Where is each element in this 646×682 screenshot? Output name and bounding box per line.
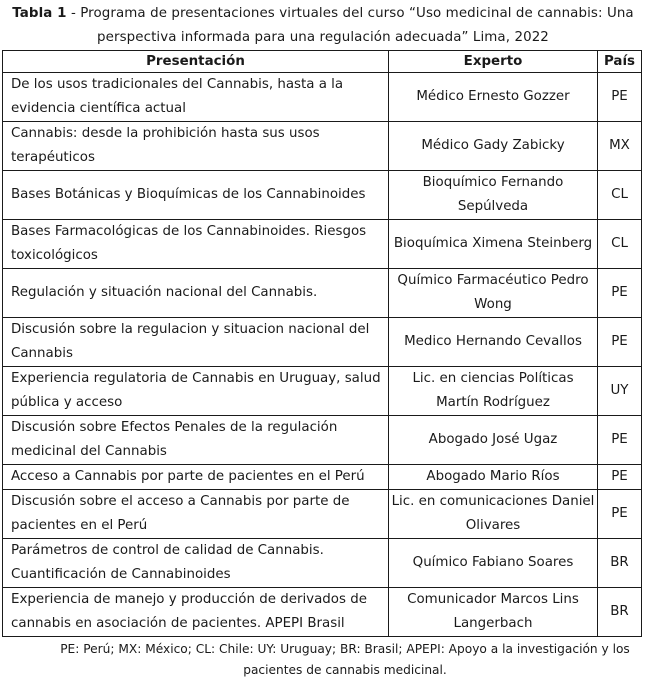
cell-pais: PE bbox=[598, 269, 642, 318]
table-row bbox=[3, 122, 642, 171]
cell-experto: Comunicador Marcos Lins Langerbach bbox=[389, 588, 598, 637]
cell-presentacion: Discusión sobre Efectos Penales de la regulación medicinal del Cannabis bbox=[3, 416, 389, 465]
table-row bbox=[3, 490, 642, 539]
table-footnote: PE: Perú; MX: México; CL: Chile: UY: Uruguay; BR: Brasil; APEPI: Apoyo a la investigación y los pacientes de cannabis medicinal. bbox=[60, 642, 630, 677]
cell-pais: PE bbox=[598, 490, 642, 539]
cell-presentacion: Experiencia regulatoria de Cannabis en Uruguay, salud pública y acceso bbox=[3, 367, 389, 416]
cell-presentacion: Bases Farmacológicas de los Cannabinoides. Riesgos toxicológicos bbox=[3, 220, 389, 269]
cell-pais: PE bbox=[598, 465, 642, 490]
table-caption bbox=[4, 2, 642, 50]
table-caption-label: Tabla 1 bbox=[12, 6, 67, 21]
table-row bbox=[3, 588, 642, 637]
table-caption-text: - Programa de presentaciones virtuales del curso “Uso medicinal de cannabis: Una perspectiva informada para una regulación adecuada” Lima, 2022 bbox=[66, 6, 634, 45]
cell-experto: Medico Hernando Cevallos bbox=[389, 318, 598, 367]
table-row bbox=[3, 416, 642, 465]
cell-pais: CL bbox=[598, 220, 642, 269]
table-row bbox=[3, 73, 642, 122]
table-row bbox=[3, 171, 642, 220]
cell-experto: Abogado José Ugaz bbox=[389, 416, 598, 465]
cell-presentacion: Bases Botánicas y Bioquímicas de los Cannabinoides bbox=[3, 171, 389, 220]
table-row bbox=[3, 539, 642, 588]
cell-presentacion: Experiencia de manejo y producción de derivados de cannabis en asociación de pacientes. APEPI Brasil bbox=[3, 588, 389, 637]
cell-experto: Médico Ernesto Gozzer bbox=[389, 73, 598, 122]
cell-experto: Bioquímica Ximena Steinberg bbox=[389, 220, 598, 269]
cell-presentacion: Regulación y situación nacional del Cannabis. bbox=[3, 269, 389, 318]
cell-presentacion: Parámetros de control de calidad de Cannabis. Cuantificación de Cannabinoides bbox=[3, 539, 389, 588]
cell-pais: CL bbox=[598, 171, 642, 220]
table-row bbox=[3, 318, 642, 367]
cell-presentacion: Cannabis: desde la prohibición hasta sus usos terapéuticos bbox=[3, 122, 389, 171]
cell-pais: BR bbox=[598, 588, 642, 637]
cell-pais: UY bbox=[598, 367, 642, 416]
cell-pais: BR bbox=[598, 539, 642, 588]
program-table bbox=[2, 50, 642, 637]
cell-experto: Lic. en comunicaciones Daniel Olivares bbox=[389, 490, 598, 539]
cell-experto: Químico Farmacéutico Pedro Wong bbox=[389, 269, 598, 318]
table-row bbox=[3, 220, 642, 269]
header-presentacion: Presentación bbox=[3, 51, 389, 73]
cell-experto: Lic. en ciencias Políticas Martín Rodríguez bbox=[389, 367, 598, 416]
table-header-row bbox=[3, 51, 642, 73]
table-row bbox=[3, 367, 642, 416]
cell-experto: Bioquímico Fernando Sepúlveda bbox=[389, 171, 598, 220]
cell-experto: Químico Fabiano Soares bbox=[389, 539, 598, 588]
header-experto: Experto bbox=[389, 51, 598, 73]
cell-pais: PE bbox=[598, 318, 642, 367]
cell-pais: PE bbox=[598, 416, 642, 465]
cell-experto: Abogado Mario Ríos bbox=[389, 465, 598, 490]
cell-presentacion: Acceso a Cannabis por parte de pacientes en el Perú bbox=[3, 465, 389, 490]
cell-presentacion: Discusión sobre el acceso a Cannabis por parte de pacientes en el Perú bbox=[3, 490, 389, 539]
cell-presentacion: Discusión sobre la regulacion y situacion nacional del Cannabis bbox=[3, 318, 389, 367]
cell-presentacion: De los usos tradicionales del Cannabis, hasta a la evidencia científica actual bbox=[3, 73, 389, 122]
cell-pais: PE bbox=[598, 73, 642, 122]
cell-pais: MX bbox=[598, 122, 642, 171]
header-pais: País bbox=[598, 51, 642, 73]
cell-experto: Médico Gady Zabicky bbox=[389, 122, 598, 171]
table-row bbox=[3, 465, 642, 490]
table-row bbox=[3, 269, 642, 318]
